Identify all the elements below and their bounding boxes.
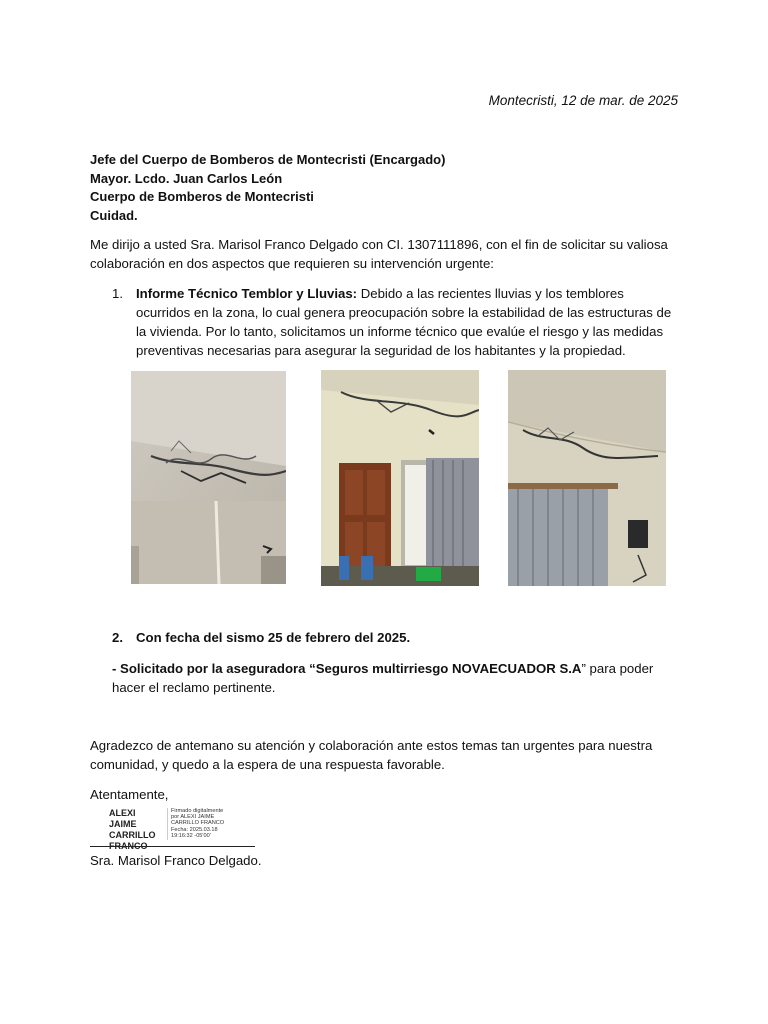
signature-detail-line: 19:16:32 -05'00' [171, 832, 211, 839]
list-number: 2. [112, 630, 123, 645]
list-item-1 [112, 284, 677, 360]
signature-divider [167, 808, 168, 840]
signature-detail-line: por ALEXI JAIME [171, 814, 215, 821]
list-item-text: Debido a las recientes lluvias y los temblores ocurridos en la zona, lo cual genera preocupación sobre la estabilidad de las estructuras de la vivienda. Por lo tanto, solicitamos un informe técnico que evalúe el riesgo y las medidas preventivas necesarias para asegurar la seguridad de los habitantes y la propiedad. [136, 286, 672, 358]
signature-line [90, 846, 255, 847]
insurer-note-bold: - Solicitado por la aseguradora “Seguros multirriesgo NOVAECUADOR S.A [112, 661, 582, 676]
signature-detail-line: Firmado digitalmente [171, 808, 224, 814]
signature-name-line: ALEXI JAIME [109, 808, 137, 829]
signature-details [171, 808, 266, 839]
signature-detail-line: Fecha: 2025.03.18 [171, 826, 218, 833]
recipient-line: Mayor. Lcdo. Juan Carlos León [90, 170, 283, 186]
insurer-note-text: ” para poder hacer el reclamo pertinente. [112, 661, 654, 695]
list-item-title: Con fecha del sismo 25 de febrero del 2025. [136, 630, 411, 645]
damage-photo-1 [131, 371, 286, 584]
recipient-line: Cuidad. [90, 207, 138, 223]
damage-photo-3 [508, 370, 666, 586]
recipient-line: Cuerpo de Bomberos de Montecristi [90, 189, 314, 204]
list-item-2 [112, 630, 410, 645]
recipient-block [90, 151, 445, 225]
damage-photo-2 [321, 370, 479, 586]
digital-signature [106, 806, 266, 851]
closing-line: Atentamente, [90, 787, 169, 802]
insurer-note [112, 659, 672, 697]
signer-name: Sra. Marisol Franco Delgado. [90, 853, 262, 868]
thanks-paragraph: Agradezco de antemano su atención y colaboración ante estos temas tan urgentes para nuestra comunidad, y quedo a la espera de una respuesta favorable. [90, 738, 653, 772]
signature-name-line: CARRILLO [109, 830, 156, 840]
signature-detail-line: CARRILLO FRANCO [171, 820, 225, 827]
signature-name-line: FRANCO [109, 841, 148, 851]
recipient-line: Jefe del Cuerpo de Bomberos de Montecristi (Encargado) [90, 152, 446, 167]
photo-gallery [0, 370, 768, 586]
list-number: 1. [112, 286, 123, 301]
letter-date: Montecristi, 12 de mar. de 2025 [488, 93, 678, 108]
list-item-title: Informe Técnico Temblor y Lluvias: [136, 286, 358, 301]
intro-paragraph: Me dirijo a usted Sra. Marisol Franco Delgado con CI. 1307111896, con el fin de solicitar su valiosa colaboración en dos aspectos que requieren su intervención urgente: [90, 237, 668, 271]
